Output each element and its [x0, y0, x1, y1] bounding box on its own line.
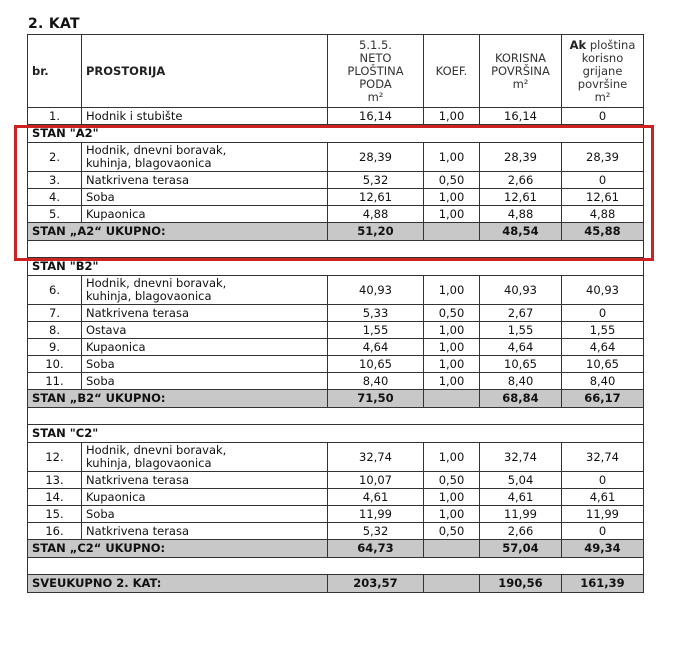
col-ak-bold: Ak	[569, 37, 587, 52]
spacer-row	[28, 241, 644, 258]
cell-br: 12.	[28, 443, 82, 472]
col-koef: KOEF.	[424, 35, 480, 108]
cell-neto: 32,74	[328, 443, 424, 472]
cell-korisna: 32,74	[480, 443, 562, 472]
table-row	[28, 373, 644, 390]
total-ak: 49,34	[562, 540, 644, 558]
total-koef-empty	[424, 390, 480, 408]
spacer-row	[28, 558, 644, 575]
cell-br: 16.	[28, 523, 82, 540]
col-ak-line: m²	[594, 89, 611, 104]
floor-heading: 2. KAT	[28, 16, 80, 32]
col-prostorija: PROSTORIJA	[82, 35, 328, 108]
cell-name: Soba	[82, 506, 328, 523]
table-row	[28, 108, 644, 125]
cell-koef: 1,00	[424, 276, 480, 305]
col-neto	[328, 35, 424, 108]
col-neto-line: PLOŠTINA	[347, 63, 404, 78]
cell-koef: 0,50	[424, 172, 480, 189]
cell-name	[82, 276, 328, 305]
cell-name: Natkrivena terasa	[82, 305, 328, 322]
cell-ak: 0	[562, 305, 644, 322]
cell-name-line: kuhinja, blagovaonica	[86, 456, 212, 470]
total-row-a2	[28, 223, 644, 241]
cell-korisna: 5,04	[480, 472, 562, 489]
table-row	[28, 489, 644, 506]
cell-ak: 0	[562, 523, 644, 540]
cell-neto: 4,61	[328, 489, 424, 506]
cell-name: Natkrivena terasa	[82, 172, 328, 189]
cell-koef: 0,50	[424, 305, 480, 322]
section-title: STAN "A2"	[28, 125, 644, 143]
total-label: STAN „B2“ UKUPNO:	[28, 390, 328, 408]
cell-ak: 0	[562, 108, 644, 125]
cell-korisna: 8,40	[480, 373, 562, 390]
cell-br: 11.	[28, 373, 82, 390]
cell-koef: 1,00	[424, 339, 480, 356]
table-row	[28, 189, 644, 206]
area-table	[27, 34, 644, 593]
cell-neto: 4,88	[328, 206, 424, 223]
cell-name: Soba	[82, 356, 328, 373]
cell-br: 13.	[28, 472, 82, 489]
cell-neto: 12,61	[328, 189, 424, 206]
total-korisna: 68,84	[480, 390, 562, 408]
total-row-b2	[28, 390, 644, 408]
cell-ak: 32,74	[562, 443, 644, 472]
col-ak-text: ploština	[586, 37, 636, 52]
cell-name: Soba	[82, 189, 328, 206]
cell-korisna: 2,66	[480, 172, 562, 189]
total-row-c2	[28, 540, 644, 558]
cell-name: Soba	[82, 373, 328, 390]
col-ak-line: grijane	[582, 63, 623, 78]
col-korisna-line: POVRŠINA	[491, 63, 550, 78]
cell-ak: 4,88	[562, 206, 644, 223]
cell-name: Natkrivena terasa	[82, 523, 328, 540]
col-br: br.	[28, 35, 82, 108]
cell-name: Natkrivena terasa	[82, 472, 328, 489]
grand-total-korisna: 190,56	[480, 575, 562, 593]
table-row	[28, 339, 644, 356]
cell-neto: 5,33	[328, 305, 424, 322]
cell-neto: 4,64	[328, 339, 424, 356]
col-ak-line: površine	[577, 76, 628, 91]
cell-koef: 1,00	[424, 108, 480, 125]
cell-br: 5.	[28, 206, 82, 223]
total-neto: 71,50	[328, 390, 424, 408]
grand-total-row	[28, 575, 644, 593]
cell-korisna: 2,67	[480, 305, 562, 322]
cell-koef: 1,00	[424, 443, 480, 472]
cell-korisna: 12,61	[480, 189, 562, 206]
cell-name	[82, 443, 328, 472]
cell-neto: 40,93	[328, 276, 424, 305]
total-koef-empty	[424, 223, 480, 241]
grand-total-label: SVEUKUPNO 2. KAT:	[28, 575, 328, 593]
cell-br: 15.	[28, 506, 82, 523]
section-title: STAN "B2"	[28, 258, 644, 276]
cell-koef: 1,00	[424, 322, 480, 339]
cell-br: 7.	[28, 305, 82, 322]
cell-ak: 11,99	[562, 506, 644, 523]
cell-name: Kupaonica	[82, 339, 328, 356]
cell-name: Ostava	[82, 322, 328, 339]
cell-koef: 1,00	[424, 489, 480, 506]
cell-koef: 1,00	[424, 143, 480, 172]
col-korisna-line: m²	[512, 76, 529, 91]
col-neto-line: PODA	[359, 76, 392, 91]
cell-br: 8.	[28, 322, 82, 339]
cell-neto: 16,14	[328, 108, 424, 125]
cell-ak: 10,65	[562, 356, 644, 373]
cell-neto: 10,65	[328, 356, 424, 373]
section-row-a2	[28, 125, 644, 143]
cell-ak: 40,93	[562, 276, 644, 305]
cell-korisna: 40,93	[480, 276, 562, 305]
cell-ak: 0	[562, 472, 644, 489]
cell-korisna: 11,99	[480, 506, 562, 523]
table-row	[28, 172, 644, 189]
spacer-cell	[28, 408, 644, 425]
table-row	[28, 305, 644, 322]
cell-br: 4.	[28, 189, 82, 206]
col-korisna	[480, 35, 562, 108]
cell-ak: 4,61	[562, 489, 644, 506]
cell-korisna: 2,66	[480, 523, 562, 540]
table-row	[28, 506, 644, 523]
total-ak: 66,17	[562, 390, 644, 408]
cell-koef: 0,50	[424, 472, 480, 489]
cell-koef: 1,00	[424, 373, 480, 390]
cell-name: Kupaonica	[82, 489, 328, 506]
col-neto-line: NETO	[359, 50, 392, 65]
spacer-cell	[28, 558, 644, 575]
cell-neto: 8,40	[328, 373, 424, 390]
cell-name-line: Hodnik, dnevni boravak,	[86, 276, 227, 290]
total-korisna: 57,04	[480, 540, 562, 558]
cell-ak: 12,61	[562, 189, 644, 206]
header-row	[28, 35, 644, 108]
cell-ak: 0	[562, 172, 644, 189]
cell-ak: 4,64	[562, 339, 644, 356]
cell-neto: 28,39	[328, 143, 424, 172]
cell-name-line: Hodnik, dnevni boravak,	[86, 443, 227, 457]
col-neto-line: m²	[367, 89, 384, 104]
total-koef-empty	[424, 540, 480, 558]
table-row	[28, 443, 644, 472]
cell-br: 14.	[28, 489, 82, 506]
cell-neto: 10,07	[328, 472, 424, 489]
cell-koef: 1,00	[424, 206, 480, 223]
spacer-row	[28, 408, 644, 425]
cell-br: 3.	[28, 172, 82, 189]
section-title: STAN "C2"	[28, 425, 644, 443]
col-ak-line: korisno	[581, 50, 624, 65]
cell-koef: 1,00	[424, 506, 480, 523]
table-row	[28, 206, 644, 223]
cell-koef: 1,00	[424, 189, 480, 206]
cell-korisna: 10,65	[480, 356, 562, 373]
cell-korisna: 1,55	[480, 322, 562, 339]
cell-br: 2.	[28, 143, 82, 172]
cell-br: 9.	[28, 339, 82, 356]
total-label: STAN „C2“ UKUPNO:	[28, 540, 328, 558]
cell-name-line: Hodnik, dnevni boravak,	[86, 143, 227, 157]
cell-ak: 8,40	[562, 373, 644, 390]
cell-korisna: 16,14	[480, 108, 562, 125]
cell-koef: 1,00	[424, 356, 480, 373]
table-row	[28, 143, 644, 172]
cell-korisna: 4,64	[480, 339, 562, 356]
cell-korisna: 28,39	[480, 143, 562, 172]
col-ak	[562, 35, 644, 108]
cell-name: Hodnik i stubište	[82, 108, 328, 125]
cell-name-line: kuhinja, blagovaonica	[86, 289, 212, 303]
cell-br: 10.	[28, 356, 82, 373]
grand-total-neto: 203,57	[328, 575, 424, 593]
section-row-c2	[28, 425, 644, 443]
table-row	[28, 322, 644, 339]
cell-korisna: 4,88	[480, 206, 562, 223]
section-row-b2	[28, 258, 644, 276]
cell-koef: 0,50	[424, 523, 480, 540]
table-row	[28, 276, 644, 305]
total-korisna: 48,54	[480, 223, 562, 241]
cell-neto: 1,55	[328, 322, 424, 339]
total-neto: 64,73	[328, 540, 424, 558]
table-row	[28, 356, 644, 373]
col-korisna-line: KORISNA	[494, 50, 547, 65]
cell-korisna: 4,61	[480, 489, 562, 506]
cell-br: 1.	[28, 108, 82, 125]
spacer-cell	[28, 241, 644, 258]
grand-total-ak: 161,39	[562, 575, 644, 593]
cell-br: 6.	[28, 276, 82, 305]
cell-neto: 5,32	[328, 523, 424, 540]
cell-ak: 1,55	[562, 322, 644, 339]
grand-total-koef-empty	[424, 575, 480, 593]
cell-neto: 11,99	[328, 506, 424, 523]
col-ak-line	[566, 39, 639, 52]
cell-name: Kupaonica	[82, 206, 328, 223]
total-label: STAN „A2“ UKUPNO:	[28, 223, 328, 241]
col-neto-line: 5.1.5.	[359, 37, 392, 52]
table-row	[28, 523, 644, 540]
cell-neto: 5,32	[328, 172, 424, 189]
cell-name	[82, 143, 328, 172]
cell-ak: 28,39	[562, 143, 644, 172]
total-ak: 45,88	[562, 223, 644, 241]
cell-name-line: kuhinja, blagovaonica	[86, 156, 212, 170]
total-neto: 51,20	[328, 223, 424, 241]
table-row	[28, 472, 644, 489]
